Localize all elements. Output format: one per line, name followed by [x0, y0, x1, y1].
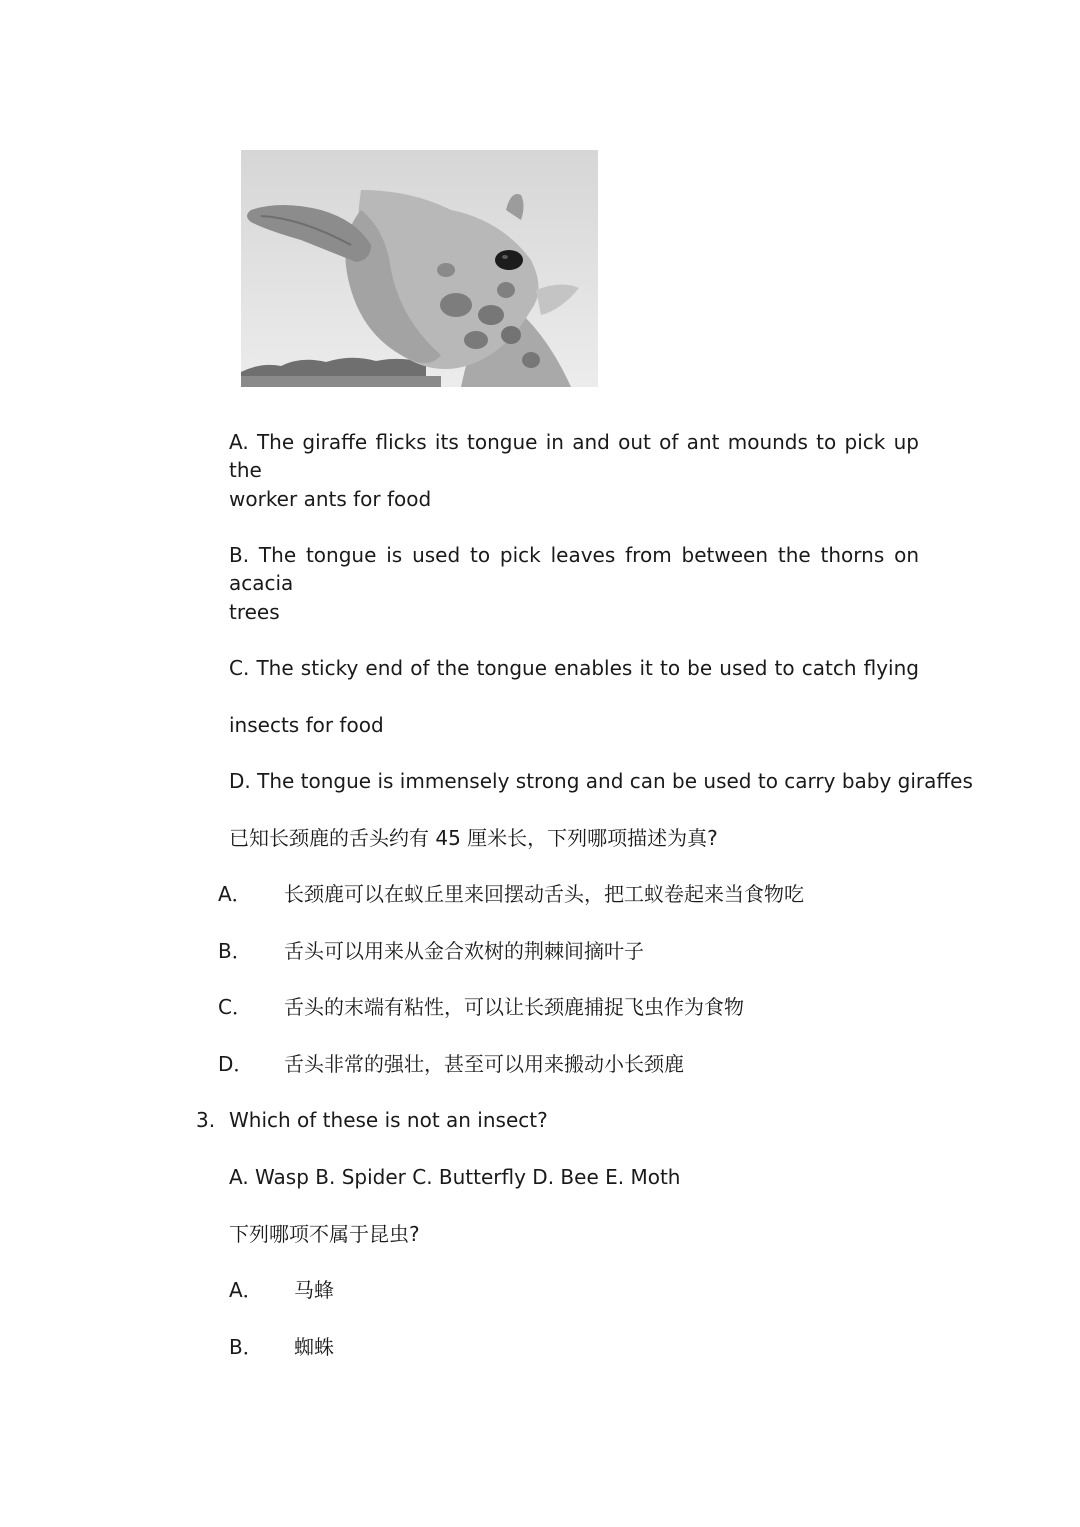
q3-options-en: A. Wasp B. Spider C. Butterfly D. Bee E. Moth — [229, 1165, 681, 1189]
q2-option-d-zh: 舌头非常的强壮，甚至可以用来搬动小长颈鹿 — [284, 1052, 684, 1076]
q2-option-a-zh: 长颈鹿可以在蚁丘里来回摆动舌头，把工蚁卷起来当食物吃 — [284, 882, 804, 906]
q2-option-c-en-line2: insects for food — [229, 713, 384, 737]
q3-question-en: Which of these is not an insect? — [229, 1108, 548, 1132]
q3-question-zh: 下列哪项不属于昆虫? — [229, 1222, 420, 1246]
q3-option-b-zh: 蜘蛛 — [294, 1335, 334, 1359]
q2-question-zh: 已知长颈鹿的舌头约有 45 厘米长，下列哪项描述为真? — [229, 826, 718, 850]
q2-option-d-en: D. The tongue is immensely strong and can be used to carry baby giraffes — [229, 769, 973, 793]
q2-option-b-en-line1: B. The tongue is used to pick leaves from between the thorns on acacia — [229, 543, 919, 595]
giraffe-photo — [241, 150, 598, 387]
q2-option-b-zh-letter: B． — [218, 939, 252, 963]
q2-option-a-en-line2: worker ants for food — [229, 487, 432, 511]
q3-option-a-zh: 马蜂 — [294, 1278, 334, 1302]
q2-option-b-zh: 舌头可以用来从金合欢树的荆棘间摘叶子 — [284, 939, 644, 963]
q2-option-a-en-line1: A. The giraffe flicks its tongue in and out of ant mounds to pick up the — [229, 430, 919, 482]
q3-number: 3. — [196, 1108, 216, 1132]
q2-option-a-zh-letter: A． — [218, 882, 252, 906]
q2-option-d-zh-letter: D． — [218, 1052, 254, 1076]
q3-option-a-zh-letter: A． — [229, 1278, 263, 1302]
q2-option-c-zh-letter: C． — [218, 995, 252, 1019]
q2-option-b-en-line2: trees — [229, 600, 280, 624]
q2-option-c-en-line1: C. The sticky end of the tongue enables it to be used to catch flying — [229, 656, 919, 680]
q3-option-b-zh-letter: B． — [229, 1335, 263, 1359]
q2-option-c-zh: 舌头的末端有粘性，可以让长颈鹿捕捉飞虫作为食物 — [284, 995, 744, 1019]
